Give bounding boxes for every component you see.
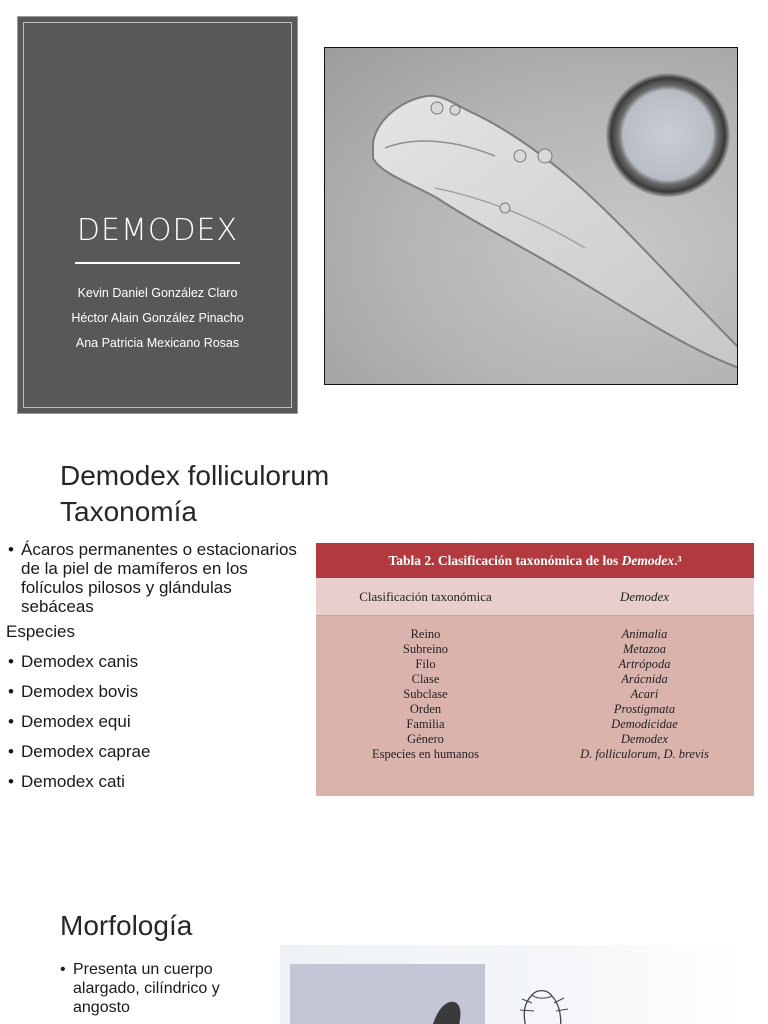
- presentation-title: DEMODEX: [76, 213, 239, 248]
- morphology-bullet: • Presenta un cuerpo alargado, cilíndrico y angosto: [58, 960, 258, 1017]
- title-card: [17, 16, 298, 414]
- species-label: Especies: [6, 622, 75, 641]
- title-divider: [75, 262, 240, 264]
- morphology-content: [58, 960, 258, 1017]
- table-cell: Subreino: [402, 642, 449, 656]
- species-name-heading: Demodex folliculorum: [60, 460, 330, 491]
- intro-bullet: • Ácaros permanentes o estacionarios de la piel de mamíferos en los folículos pilosos y glándulas sebáceas: [6, 540, 306, 616]
- column-header-classification: Clasificación taxonómica: [359, 589, 492, 604]
- caption-text: Tabla 2. Clasificación taxonómica de los: [388, 553, 622, 568]
- column-header-genus: Demodex: [619, 589, 670, 604]
- author-1: Kevin Daniel González Claro: [77, 286, 238, 300]
- mite-photo-shape: [290, 964, 485, 1024]
- table-cell: Especies en humanos: [372, 747, 479, 761]
- species-item: • Demodex bovis: [6, 682, 306, 701]
- mite-illustration: [325, 48, 738, 385]
- table-cell: Filo: [415, 657, 436, 671]
- mite-sketch: [502, 963, 592, 1024]
- morphology-figure: [280, 945, 745, 1024]
- table-caption: [316, 543, 754, 578]
- table-cell: Demodex: [620, 732, 669, 746]
- caption-genus: Demodex: [621, 553, 675, 568]
- table-cell: Familia: [406, 717, 445, 731]
- table-cell: Género: [407, 732, 444, 746]
- species-item: • Demodex equi: [6, 712, 306, 731]
- table-cell: Subclase: [403, 687, 448, 701]
- species-item: • Demodex caprae: [6, 742, 306, 761]
- mite-leg: [538, 149, 552, 163]
- table-cell: Animalia: [621, 627, 668, 641]
- air-bubble: [606, 73, 730, 197]
- taxonomy-heading: Taxonomía: [60, 496, 197, 527]
- species-item: • Demodex cati: [6, 772, 306, 791]
- taxonomy-content: [6, 540, 306, 791]
- caption-suffix: .³: [674, 553, 682, 568]
- table-cell: Artrópoda: [618, 657, 671, 671]
- mite-leg: [450, 105, 460, 115]
- mite-leg: [431, 102, 443, 114]
- species-item: • Demodex canis: [6, 652, 306, 671]
- morphology-photo: [290, 964, 485, 1024]
- mite-leg: [500, 203, 510, 213]
- table-cell: Clase: [411, 672, 440, 686]
- morphology-slide-title: Morfología: [60, 910, 193, 941]
- taxonomy-slide-title: [60, 458, 329, 530]
- rank-column: [316, 627, 535, 796]
- author-3: Ana Patricia Mexicano Rosas: [75, 336, 240, 350]
- table-body: [316, 616, 754, 796]
- table-cell: Acari: [630, 687, 659, 701]
- taxonomy-table: [316, 543, 754, 796]
- table-cell: Orden: [409, 702, 442, 716]
- author-list: [18, 281, 297, 356]
- table-cell: Reino: [410, 627, 441, 641]
- table-cell: D. folliculorum, D. brevis: [580, 747, 709, 761]
- table-cell: Prostigmata: [613, 702, 676, 716]
- demodex-micrograph: [324, 47, 738, 385]
- table-cell: Arácnida: [621, 672, 668, 686]
- table-header-row: [316, 578, 754, 616]
- author-2: Héctor Alain González Pinacho: [71, 311, 244, 325]
- table-cell: Demodicidae: [611, 717, 678, 731]
- value-column: [535, 627, 754, 796]
- table-cell: Metazoa: [622, 642, 667, 656]
- mite-leg: [514, 150, 526, 162]
